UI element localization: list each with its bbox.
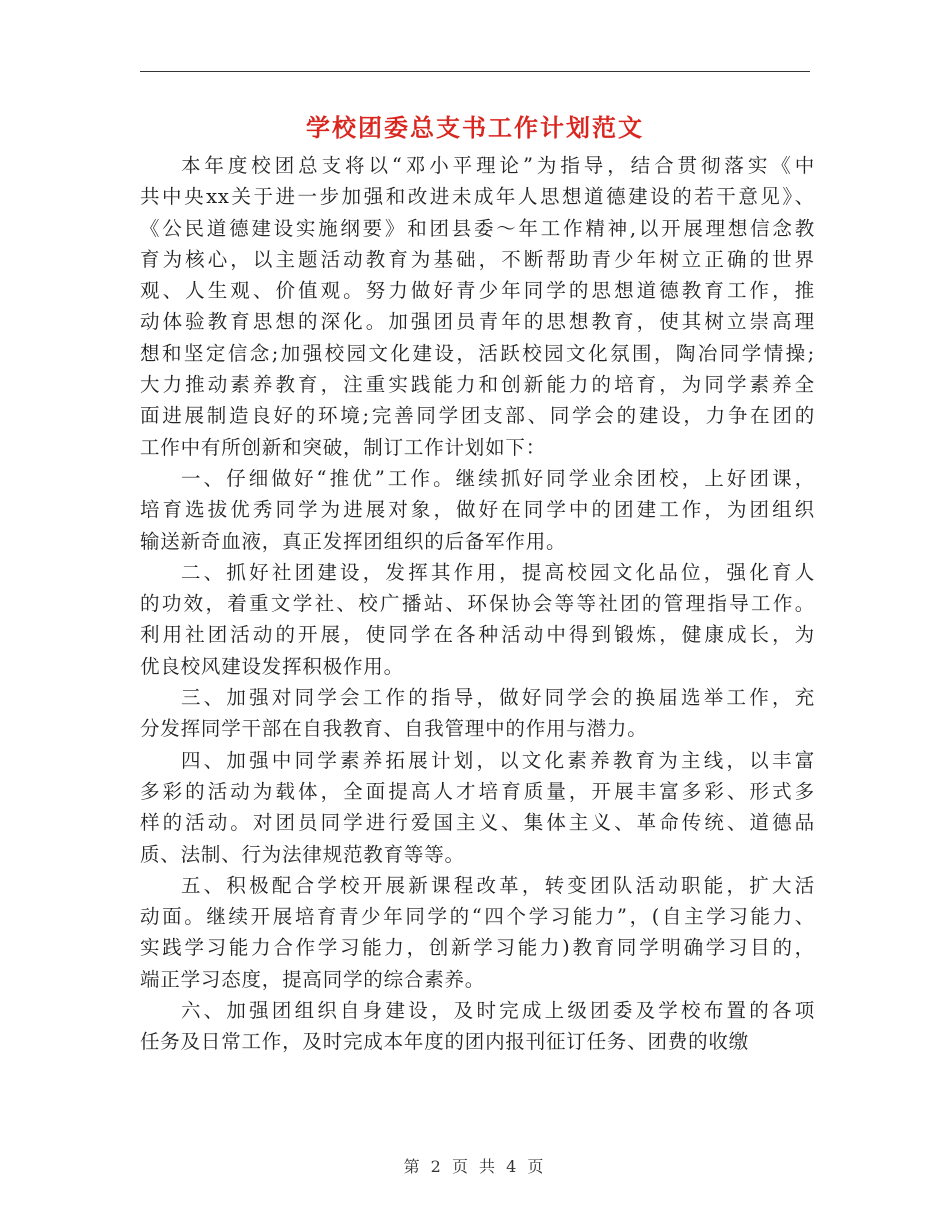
header-rule <box>140 71 810 72</box>
paragraph-line: 端正学习态度，提高同学的综合素养。 <box>140 967 486 991</box>
paragraph <box>140 682 815 745</box>
paragraph <box>140 995 815 1058</box>
paragraph-line: 输送新奇血液，真正发挥团组织的后备军作用。 <box>140 529 567 553</box>
paragraph-line: 想和坚定信念;加强校园文化建设，活跃校园文化氛围，陶冶同学情操; <box>140 341 815 365</box>
paragraph <box>140 870 815 995</box>
paragraph-line: 动面。继续开展培育青少年同学的“四个学习能力”，(自主学习能力、 <box>140 905 815 929</box>
paragraph-line: 任务及日常工作，及时完成本年度的团内报刊征订任务、团费的收缴 <box>140 1030 750 1054</box>
paragraph-line: 观、人生观、价值观。努力做好青少年同学的思想道德教育工作，推 <box>140 279 815 303</box>
paragraph-line: 多彩的活动为载体，全面提高人才培育质量，开展丰富多彩、形式多 <box>140 779 815 803</box>
paragraph-line: 共中央xx关于进一步加强和改进未成年人思想道德建设的若干意见》、 <box>140 185 815 209</box>
paragraph-line: 五、积极配合学校开展新课程改革，转变团队活动职能，扩大活 <box>180 873 815 897</box>
paragraph-line: 分发挥同学干部在自我教育、自我管理中的作用与潜力。 <box>140 717 648 741</box>
paragraph <box>140 463 815 557</box>
paragraph-line: 工作中有所创新和突破，制订工作计划如下： <box>140 435 547 459</box>
paragraph-line: 大力推动素养教育，注重实践能力和创新能力的培育，为同学素养全 <box>140 373 815 397</box>
paragraph-line: 三、加强对同学会工作的指导，做好同学会的换届选举工作，充 <box>180 686 815 710</box>
page-number: 第 2 页 共 4 页 <box>403 1157 547 1176</box>
paragraph <box>140 557 815 682</box>
paragraph-line: 二、抓好社团建设，发挥其作用，提高校园文化品位，强化育人 <box>180 560 815 584</box>
paragraph-line: 实践学习能力合作学习能力，创新学习能力)教育同学明确学习目的， <box>140 936 815 960</box>
paragraph <box>140 150 815 463</box>
paragraph-line: 优良校风建设发挥积极作用。 <box>140 654 404 678</box>
paragraph-line: 本年度校团总支将以“邓小平理论”为指导，结合贯彻落实《中 <box>180 154 815 177</box>
paragraph-line: 四、加强中同学素养拓展计划，以文化素养教育为主线，以丰富 <box>180 748 815 772</box>
paragraph-line: 动体验教育思想的深化。加强团员青年的思想教育，使其树立崇高理 <box>140 310 815 334</box>
paragraph <box>140 745 815 870</box>
paragraph-line: 六、加强团组织自身建设，及时完成上级团委及学校布置的各项 <box>180 999 815 1023</box>
paragraph-line: 质、法制、行为法律规范教育等等。 <box>140 842 465 866</box>
paragraph-line: 的功效，着重文学社、校广播站、环保协会等等社团的管理指导工作。 <box>140 592 815 616</box>
paragraph-line: 育为核心，以主题活动教育为基础，不断帮助青少年树立正确的世界 <box>140 247 815 271</box>
document-body <box>140 150 815 1058</box>
paragraph-line: 一、仔细做好“推优”工作。继续抓好同学业余团校，上好团课， <box>180 466 815 490</box>
paragraph-line: 面进展制造良好的环境;完善同学团支部、同学会的建设，力争在团的 <box>140 404 815 428</box>
paragraph-line: 《公民道德建设实施纲要》和团县委～年工作精神,以开展理想信念教 <box>140 216 815 240</box>
paragraph-line: 培育选拔优秀同学为进展对象，做好在同学中的团建工作，为团组织 <box>140 498 815 522</box>
document-title: 学校团委总支书工作计划范文 <box>306 113 644 142</box>
paragraph-line: 利用社团活动的开展，使同学在各种活动中得到锻炼，健康成长，为 <box>140 623 815 647</box>
paragraph-line: 样的活动。对团员同学进行爱国主义、集体主义、革命传统、道德品 <box>140 811 815 835</box>
